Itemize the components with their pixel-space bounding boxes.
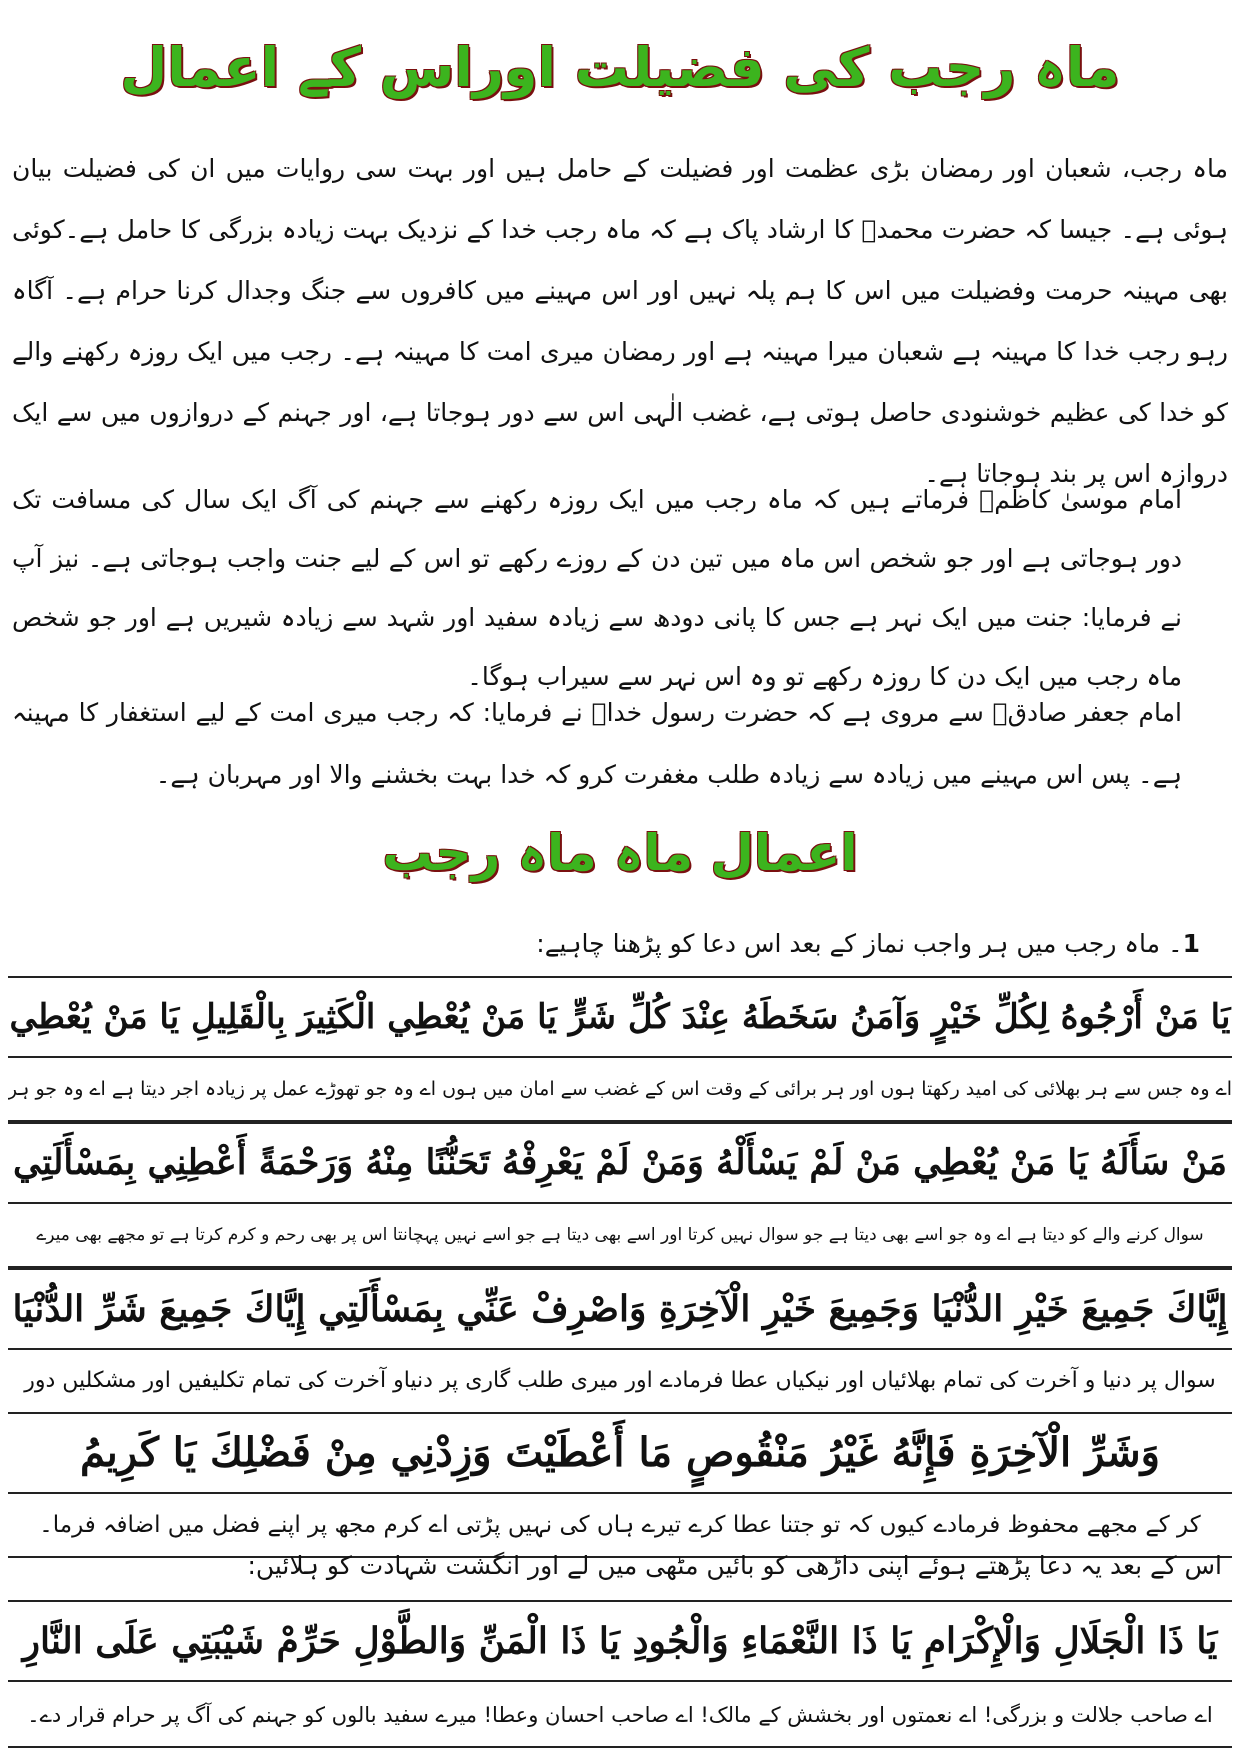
dua-translation-line-1: اے وہ جس سے ہر بھلائی کی امید رکھتا ہوں اور ہر برائی کے وقت اس کے غضب سے امان میں ہوں اے وہ جو تھوڑے عمل پر زیادہ اجر دیتا ہے اے وہ جو ہر (8, 1058, 1232, 1122)
instruction-2: اس کے بعد یہ دعا پڑھتے ہوئے اپنی داڑھی کو بائیں مٹھی میں لے اور انگشت شہادت کو ہلائیں: (247, 1551, 1222, 1580)
intro-paragraph-2 (12, 470, 1228, 706)
instruction-number: 1 (1182, 929, 1200, 958)
intro-paragraph-3 (12, 682, 1228, 806)
section-title: اعمال ماہ ماہ رجب (382, 824, 858, 882)
intro-paragraph-1 (12, 138, 1228, 504)
dua-arabic-line-4: وَشَرِّ الْآخِرَةِ فَإِنَّهُ غَيْرُ مَنْقُوصٍ مَا أَعْطَيْتَ وَزِدْنِي مِنْ فَضْلِكَ يَا كَرِيمُ (8, 1412, 1232, 1494)
dua2-translation-line: اے صاحب جلالت و بزرگی! اے نعمتوں اور بخشش کے مالک! اے صاحب احسان وعطا! میرے سفید بالوں کو جہنم کی آگ پر حرام قرار دے۔ (8, 1684, 1232, 1748)
instruction-text: ۔ ماہ رجب میں ہر واجب نماز کے بعد اس دعا کو پڑھنا چاہیے: (536, 929, 1183, 958)
dua-translation-line-2: سوال کرنے والے کو دیتا ہے اے وہ جو اسے بھی دیتا ہے جو سوال نہیں کرتا اور اسے بھی دیتا ہے جو اسے نہیں پہچانتا اس پر بھی رحم و کرم کرتا ہے تو مجھے بھی میرے (8, 1204, 1232, 1268)
instruction-1 (40, 924, 1200, 964)
dua-arabic-line-2: مَنْ سَأَلَهُ يَا مَنْ يُعْطِي مَنْ لَمْ يَسْأَلْهُ وَمَنْ لَمْ يَعْرِفْهُ تَحَنُّنًا مِنْهُ وَرَحْمَةً أَعْطِنِي بِمَسْأَلَتِي (8, 1122, 1232, 1204)
paragraph-text: امام موسیٰ کاظمؑ فرماتے ہیں کہ ماہ رجب میں ایک روزہ رکھنے سے جہنم کی آگ ایک سال کی مسافت تک دور ہوجاتی ہے اور جو شخص اس ماہ میں تین دن کے روزے رکھے تو اس کے لیے جنت واجب ہوجاتی ہے۔ نیز آپ نے فرمایا: جنت میں ایک نہر ہے جس کا پانی دودھ سے زیادہ سفید اور شہد سے زیادہ شیریں ہے اور جو شخص ماہ رجب میں ایک دن کا روزہ رکھے تو وہ اس نہر سے سیراب ہوگا۔ (12, 485, 1182, 691)
paragraph-text: ماہ رجب، شعبان اور رمضان بڑی عظمت اور فضیلت کے حامل ہیں اور بہت سی روایات میں ان کی فضیلت بیان ہوئی ہے۔ جیسا کہ حضرت محمدؐ کا ارشاد پاک ہے کہ ماہ رجب خدا کے نزدیک بہت زیادہ بزرگی کا حامل ہے۔کوئی بھی مہینہ حرمت وفضیلت میں اس کا ہم پلہ نہیں اور اس مہینے میں کافروں سے جنگ وجدال کرنا حرام ہے۔ آگاہ رہو رجب خدا کا مہینہ ہے شعبان میرا مہینہ ہے اور رمضان میری امت کا مہینہ ہے۔ رجب میں ایک روزہ رکھنے والے کو خدا کی عظیم خوشنودی حاصل ہوتی ہے، غضب الٰہی اس سے دور ہوجاتا ہے، اور جہنم کے دروازوں میں سے ایک دروازہ اس پر بند ہوجاتا ہے۔ (12, 154, 1228, 488)
dua-translation-line-3: سوال پر دنیا و آخرت کی تمام بھلائیاں اور نیکیاں عطا فرمادے اور میری طلب گاری پر دنیاو آخرت کی تمام تکلیفیں اور مشکلیں دور (8, 1350, 1232, 1414)
paragraph-text: امام جعفر صادقؑ سے مروی ہے کہ حضرت رسول خداؐ نے فرمایا: کہ رجب میری امت کے لیے استغفار کا مہینہ ہے۔ پس اس مہینے میں زیادہ سے زیادہ طلب مغفرت کرو کہ خدا بہت بخشنے والا اور مہربان ہے۔ (12, 698, 1182, 789)
dua-arabic-line-3: إِيَّاكَ جَمِيعَ خَيْرِ الدُّنْيَا وَجَمِيعَ خَيْرِ الْآخِرَةِ وَاصْرِفْ عَنِّي بِمَسْأَلَتِي إِيَّاكَ جَمِيعَ شَرِّ الدُّنْيَا (8, 1268, 1232, 1350)
dua2-arabic-line: يَا ذَا الْجَلَالِ وَالْإِكْرَامِ يَا ذَا النَّعْمَاءِ وَالْجُودِ يَا ذَا الْمَنِّ وَالطَّوْلِ حَرِّمْ شَيْبَتِي عَلَى النَّارِ (8, 1600, 1232, 1682)
dua-translation-line-4: کر کے مجھے محفوظ فرمادے کیوں کہ تو جتنا عطا کرے تیرے ہاں کی نہیں پڑتی اے کرم مجھ پر اپنے فضل میں اضافہ فرما۔ (8, 1494, 1232, 1558)
dua-arabic-line-1: يَا مَنْ أَرْجُوهُ لِكُلِّ خَيْرٍ وَآمَنُ سَخَطَهُ عِنْدَ كُلِّ شَرٍّ يَا مَنْ يُعْطِي الْكَثِيرَ بِالْقَلِيلِ يَا مَنْ يُعْطِي (8, 976, 1232, 1058)
page-title: ماہ رجب کی فضیلت اوراس کے اعمال (120, 36, 1120, 99)
